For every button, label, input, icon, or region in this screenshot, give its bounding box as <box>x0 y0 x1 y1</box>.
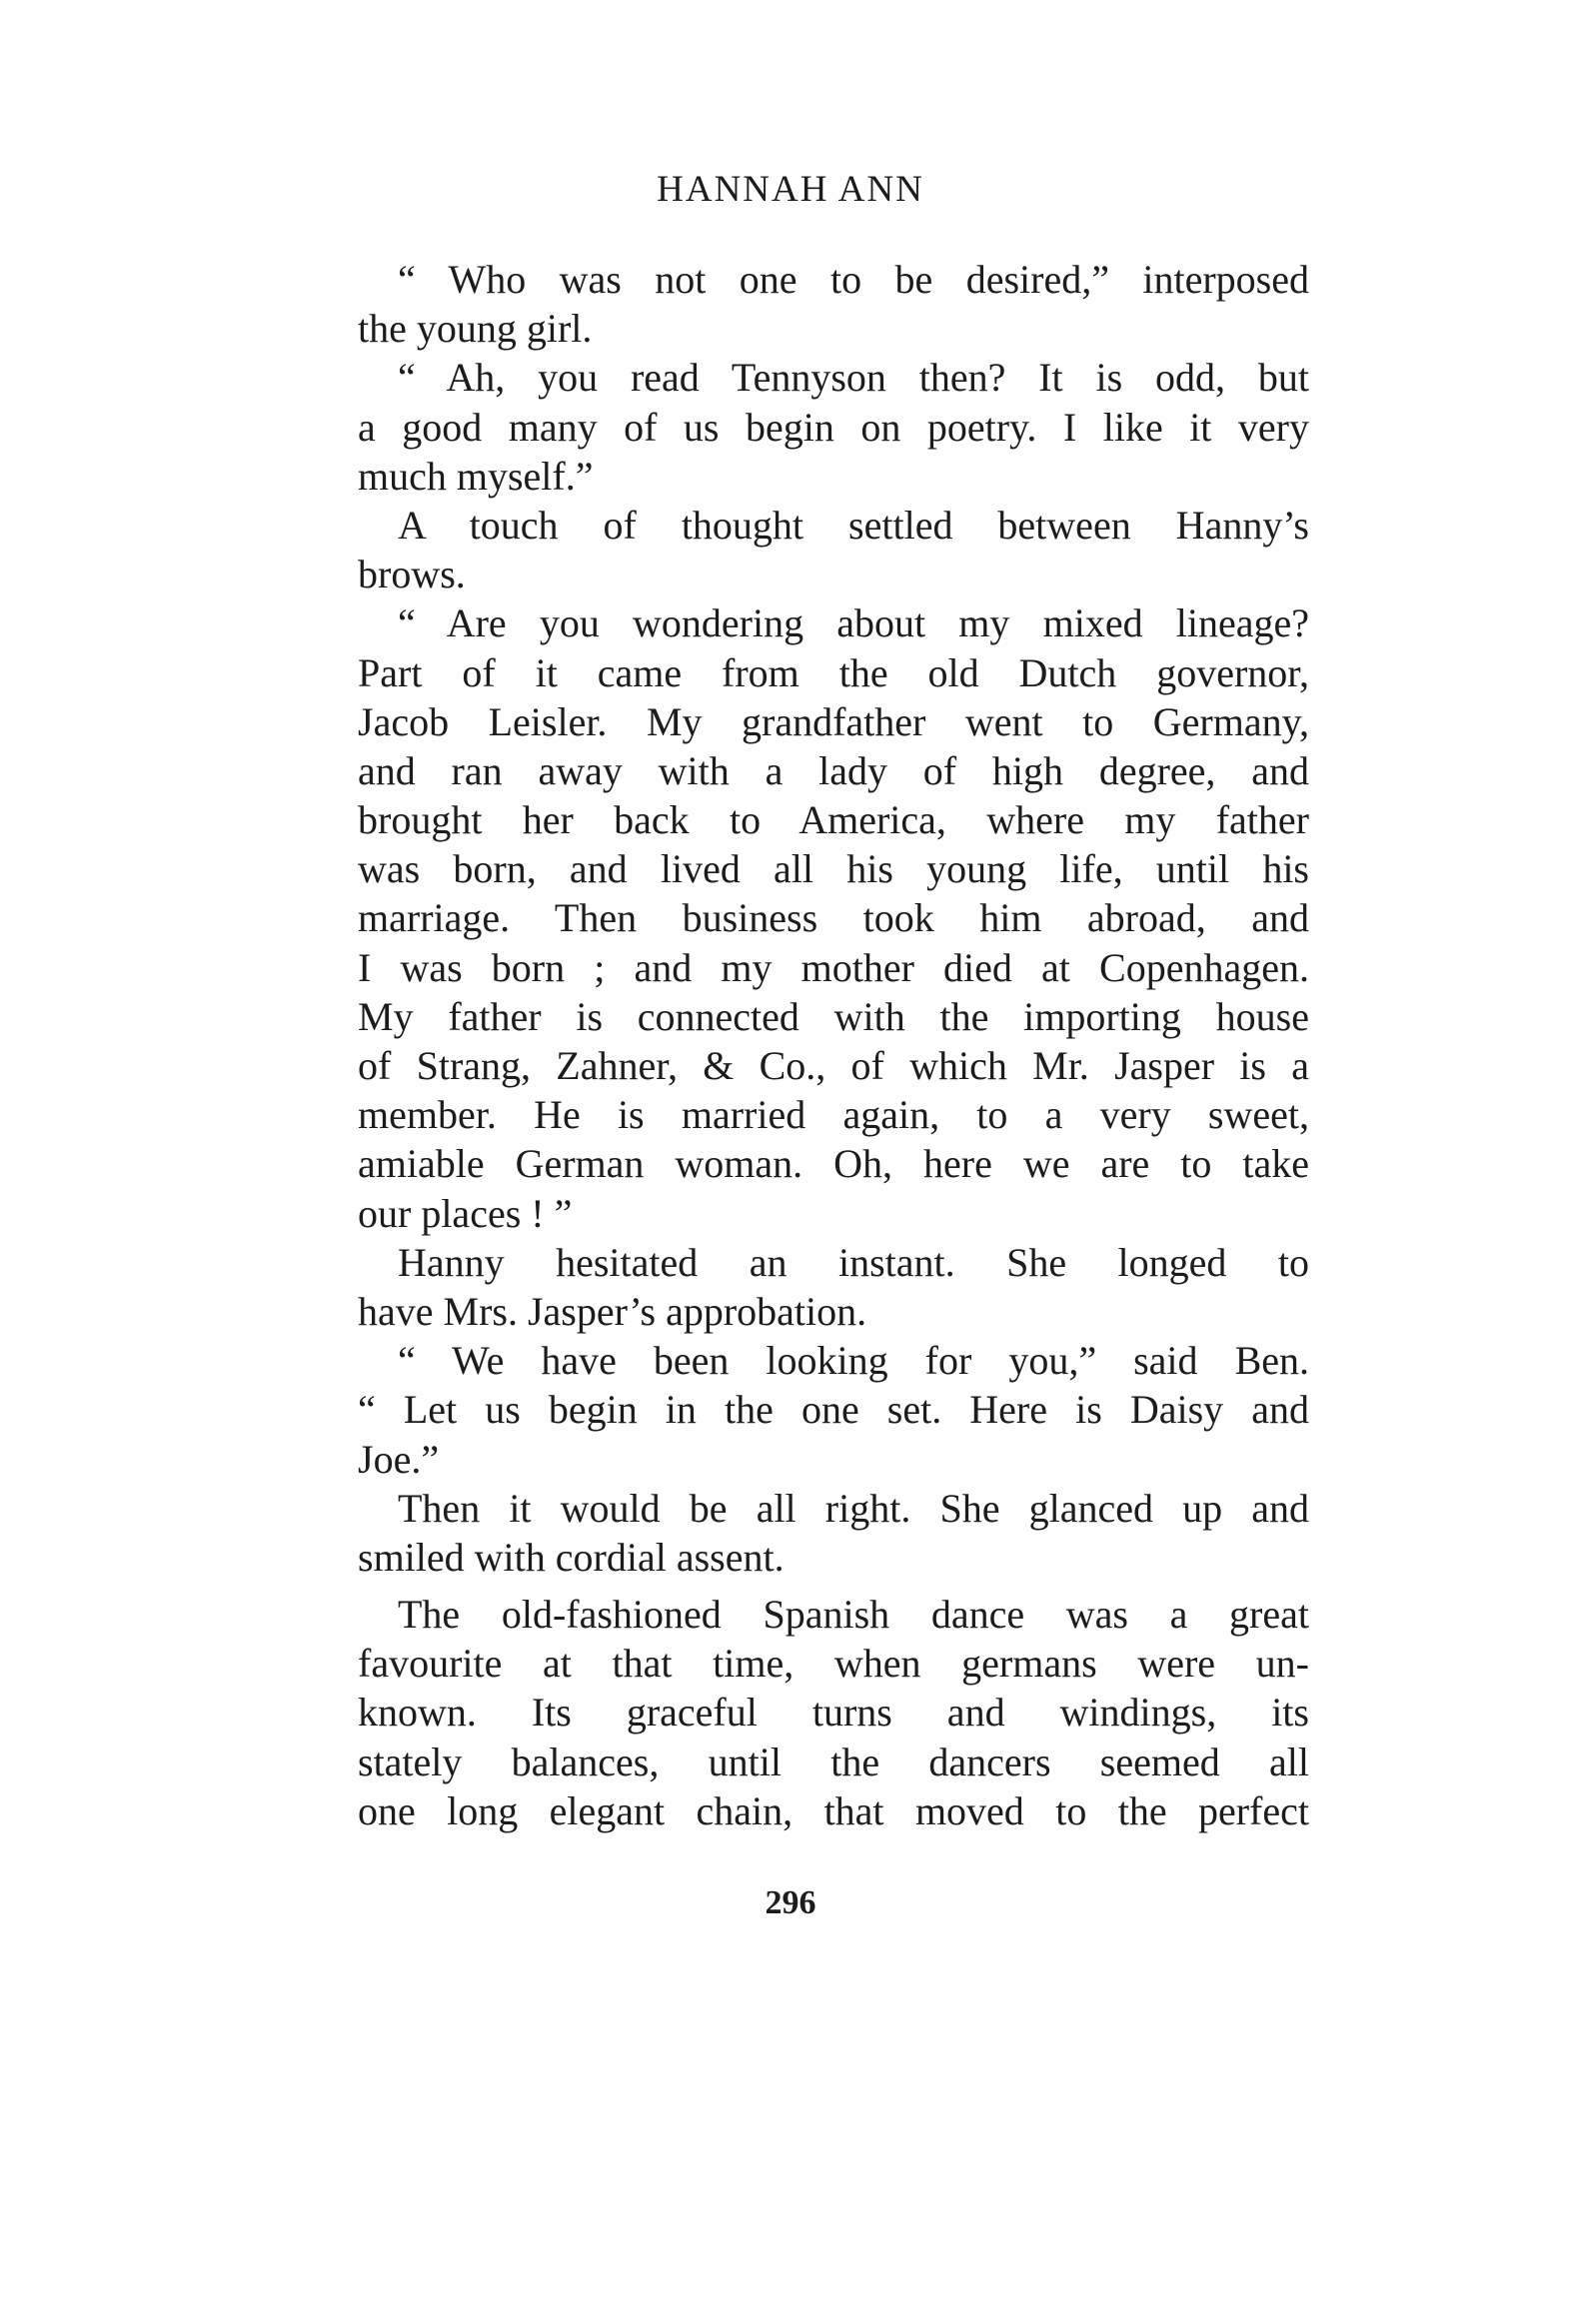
text-line: I was born ; and my mother died at Copenhagen. <box>358 944 1309 990</box>
text-line: stately balances, until the dancers seemed all <box>358 1739 1309 1784</box>
text-line: brows. <box>358 552 466 597</box>
text-line: “ Ah, you read Tennyson then? It is odd, but <box>398 355 1309 401</box>
text-line: Then it would be all right. She glanced up and <box>398 1485 1309 1531</box>
text-line: The old-fashioned Spanish dance was a great <box>398 1592 1309 1638</box>
text-line: Joe.” <box>358 1436 440 1482</box>
text-line: of Strang, Zahner, & Co., of which Mr. Jasper is a <box>358 1043 1309 1088</box>
text-line: amiable German woman. Oh, here we are to take <box>358 1141 1309 1187</box>
text-line: brought her back to America, where my father <box>358 797 1309 843</box>
text-line: the young girl. <box>358 306 593 352</box>
text-line: Hanny hesitated an instant. She longed to <box>398 1239 1309 1285</box>
text-line: “ Who was not one to be desired,” interposed <box>398 257 1309 302</box>
text-line: have Mrs. Jasper’s approbation. <box>358 1288 867 1334</box>
running-title: HANNAH ANN <box>657 169 924 210</box>
text-line: was born, and lived all his young life, until his <box>358 846 1309 892</box>
text-line: favourite at that time, when germans were un- <box>358 1641 1309 1687</box>
text-line: our places ! ” <box>358 1190 573 1236</box>
text-line: much myself.” <box>358 453 594 499</box>
text-line: “ We have been looking for you,” said Ben. <box>398 1338 1309 1384</box>
text-line: a good many of us begin on poetry. I like it very <box>358 404 1309 450</box>
body-text <box>358 255 1309 1835</box>
text-line: A touch of thought settled between Hanny’s <box>398 502 1309 548</box>
text-line: “ Let us begin in the one set. Here is Daisy and <box>358 1387 1309 1433</box>
text-line: member. He is married again, to a very sweet, <box>358 1092 1309 1138</box>
text-line: smiled with cordial assent. <box>358 1534 785 1580</box>
text-line: “ Are you wondering about my mixed lineage? <box>398 600 1309 646</box>
text-line: My father is connected with the importing house <box>358 993 1309 1039</box>
text-line: Jacob Leisler. My grandfather went to Germany, <box>358 698 1309 744</box>
text-line: Part of it came from the old Dutch governor, <box>358 649 1309 695</box>
text-line: and ran away with a lady of high degree, and <box>358 747 1309 793</box>
text-line: marriage. Then business took him abroad, and <box>358 895 1309 941</box>
text-line: one long elegant chain, that moved to the perfect <box>358 1787 1309 1833</box>
page-number: 296 <box>765 1884 816 1921</box>
text-line: known. Its graceful turns and windings, its <box>358 1690 1309 1736</box>
